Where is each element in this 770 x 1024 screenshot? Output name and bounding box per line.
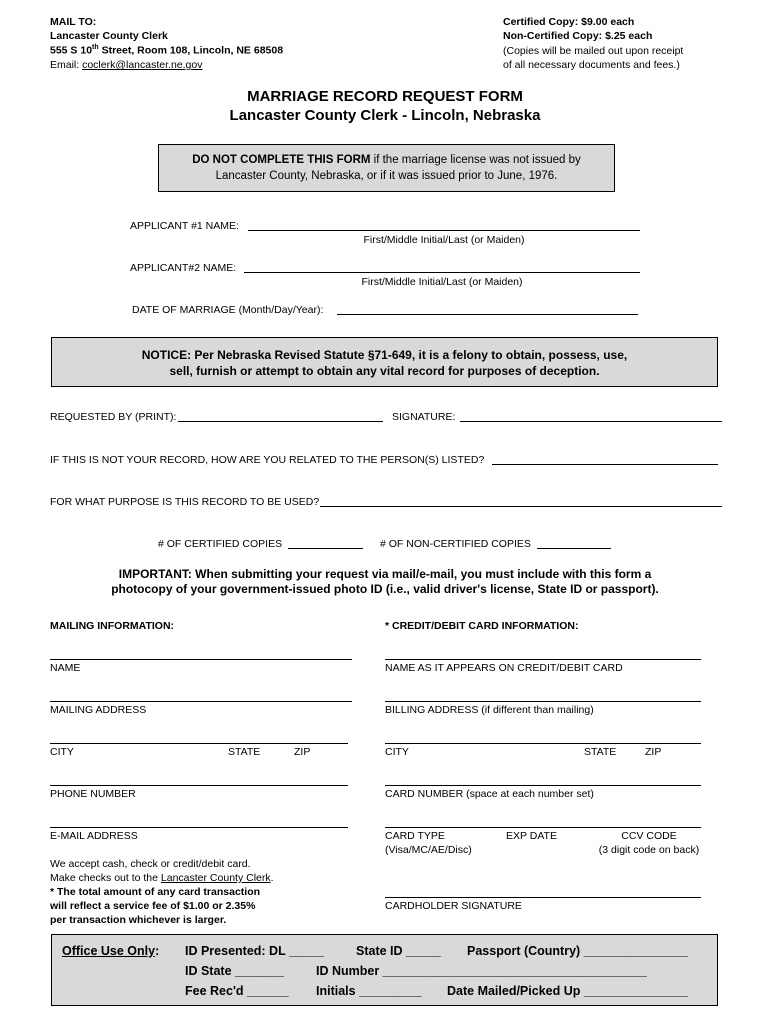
id-presented-dl: ID Presented: DL _____ — [185, 944, 324, 958]
mailing-zip-label: ZIP — [294, 746, 311, 758]
card-state-label: STATE — [584, 746, 617, 758]
applicant2-hint: First/Middle Initial/Last (or Maiden) — [361, 276, 523, 288]
mailing-city-field[interactable] — [50, 743, 348, 744]
mailing-note-1: (Copies will be mailed out upon receipt — [503, 45, 684, 57]
mailing-address-label: MAILING ADDRESS — [50, 704, 147, 716]
card-zip-label: ZIP — [645, 746, 662, 758]
notice-line-2: sell, furnish or attempt to obtain any vital record for purposes of deception. — [169, 364, 600, 378]
clerk-email: Email: coclerk@lancaster.ne.gov — [50, 59, 203, 71]
certified-price: Certified Copy: $9.00 each — [503, 16, 635, 28]
mail-to-label: MAIL TO: — [50, 16, 97, 28]
warning-text-2: Lancaster County, Nebraska, or if it was issued prior to June, 1976. — [215, 170, 558, 182]
fee-note-2: will reflect a service fee of $1.00 or 2.35% — [50, 900, 256, 912]
clerk-name: Lancaster County Clerk — [50, 30, 168, 42]
requested-by-field[interactable] — [178, 421, 383, 422]
card-name-label: NAME AS IT APPEARS ON CREDIT/DEBIT CARD — [385, 662, 623, 674]
fee-note-3: per transaction whichever is larger. — [50, 914, 227, 926]
mailing-email-label: E-MAIL ADDRESS — [50, 830, 138, 842]
card-type-hint: (Visa/MC/AE/Disc) — [385, 844, 472, 856]
card-number-field[interactable] — [385, 785, 701, 786]
warning-box — [158, 144, 615, 192]
office-use-box — [51, 934, 718, 1006]
exp-date-label: EXP DATE — [506, 830, 557, 842]
id-state-field: ID State _______ — [185, 964, 284, 978]
requested-by-label: REQUESTED BY (PRINT): — [50, 411, 177, 423]
form-subtitle: Lancaster County Clerk - Lincoln, Nebraska — [229, 107, 541, 124]
mailing-heading: MAILING INFORMATION: — [50, 620, 175, 632]
id-number-field: ID Number ______________________________________ — [316, 964, 647, 978]
noncertified-copies-label: # OF NON-CERTIFIED COPIES — [380, 538, 531, 550]
noncertified-copies-field[interactable] — [537, 548, 611, 549]
card-city-label: CITY — [385, 746, 409, 758]
form-title: MARRIAGE RECORD REQUEST FORM — [247, 88, 523, 105]
payment-checks: Make checks out to the Lancaster County Clerk. — [50, 872, 274, 884]
purpose-field[interactable] — [320, 506, 722, 507]
state-id-field: State ID _____ — [356, 944, 441, 958]
card-type-field[interactable] — [385, 827, 701, 828]
email-link[interactable]: coclerk@lancaster.ne.gov — [82, 59, 203, 71]
noncertified-price: Non-Certified Copy: $.25 each — [503, 30, 653, 42]
certified-copies-field[interactable] — [288, 548, 363, 549]
fee-note-1: * The total amount of any card transaction — [50, 886, 261, 898]
fee-received-field: Fee Rec'd ______ — [185, 984, 289, 998]
mailing-state-label: STATE — [228, 746, 261, 758]
purpose-label: FOR WHAT PURPOSE IS THIS RECORD TO BE USED? — [50, 496, 320, 508]
card-number-label: CARD NUMBER (space at each number set) — [385, 788, 594, 800]
passport-field: Passport (Country) _______________ — [467, 944, 688, 958]
applicant1-label: APPLICANT #1 NAME: — [130, 220, 239, 232]
applicant2-field[interactable] — [244, 272, 640, 273]
applicant1-hint: First/Middle Initial/Last (or Maiden) — [363, 234, 525, 246]
signature-label: SIGNATURE: — [392, 411, 456, 423]
card-type-label: CARD TYPE — [385, 830, 445, 842]
billing-address-field[interactable] — [385, 701, 701, 702]
mailing-name-field[interactable] — [50, 659, 352, 660]
ccv-hint: (3 digit code on back) — [598, 844, 700, 856]
signature-field[interactable] — [460, 421, 722, 422]
cardholder-signature-label: CARDHOLDER SIGNATURE — [385, 900, 522, 912]
important-line-2: photocopy of your government-issued photo ID (i.e., valid driver's license, State ID or passport). — [111, 582, 659, 596]
clerk-address: 555 S 10th Street, Room 108, Lincoln, NE 68508 — [50, 44, 284, 57]
card-name-field[interactable] — [385, 659, 701, 660]
card-city-field[interactable] — [385, 743, 701, 744]
warning-text-1: if the marriage license was not issued by — [370, 154, 581, 166]
payment-accept: We accept cash, check or credit/debit card. — [50, 858, 251, 870]
office-use-label: Office Use Only: — [62, 944, 160, 958]
mailing-city-label: CITY — [50, 746, 74, 758]
important-line-1: IMPORTANT: When submitting your request via mail/e-mail, you must include with this form a — [118, 567, 652, 581]
warning-bold: DO NOT COMPLETE THIS FORM — [192, 154, 371, 166]
initials-field: Initials _________ — [316, 984, 422, 998]
mailing-phone-field[interactable] — [50, 785, 348, 786]
payable-to: Lancaster County Clerk — [160, 872, 271, 884]
date-of-marriage-label: DATE OF MARRIAGE (Month/Day/Year): — [132, 304, 324, 316]
relation-field[interactable] — [492, 464, 718, 465]
cardholder-signature-field[interactable] — [385, 897, 701, 898]
mailing-note-2: of all necessary documents and fees.) — [503, 59, 680, 71]
mailing-name-label: NAME — [50, 662, 81, 674]
mailing-address-field[interactable] — [50, 701, 352, 702]
mailing-phone-label: PHONE NUMBER — [50, 788, 136, 800]
date-of-marriage-field[interactable] — [337, 314, 638, 315]
ccv-label: CCV CODE — [621, 830, 677, 842]
applicant1-field[interactable] — [248, 230, 640, 231]
billing-address-label: BILLING ADDRESS (if different than mailing) — [385, 704, 594, 716]
mailing-email-field[interactable] — [50, 827, 348, 828]
card-heading: * CREDIT/DEBIT CARD INFORMATION: — [385, 620, 579, 632]
certified-copies-label: # OF CERTIFIED COPIES — [158, 538, 283, 550]
relation-label: IF THIS IS NOT YOUR RECORD, HOW ARE YOU RELATED TO THE PERSON(S) LISTED? — [50, 454, 485, 466]
applicant2-label: APPLICANT#2 NAME: — [130, 262, 237, 274]
notice-line-1: NOTICE: Per Nebraska Revised Statute §71-649, it is a felony to obtain, possess, use, — [141, 348, 628, 362]
notice-box — [51, 337, 718, 387]
date-mailed-field: Date Mailed/Picked Up _______________ — [447, 984, 689, 998]
